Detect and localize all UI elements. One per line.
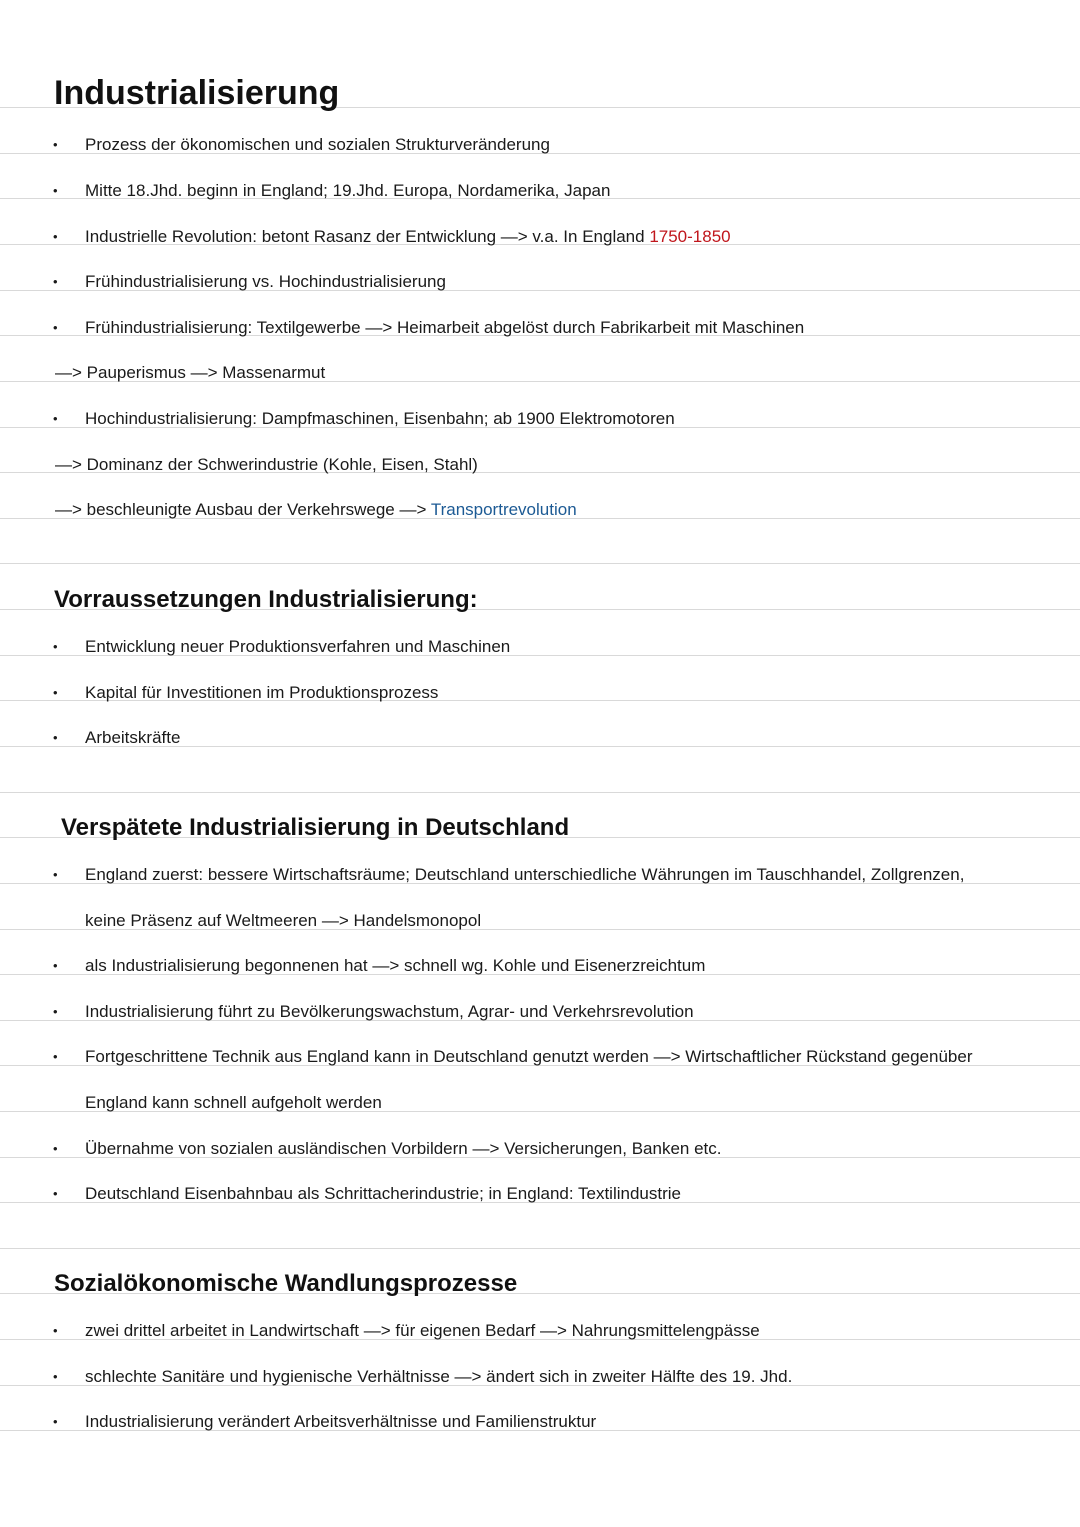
bullet-icon: • xyxy=(53,229,58,244)
arrow-item-text: —> Dominanz der Schwerindustrie (Kohle, Eisen, Stahl) xyxy=(55,455,478,474)
bullet-icon: • xyxy=(53,183,58,198)
page-title: Industrialisierung xyxy=(54,74,340,112)
list-item-text: Prozess der ökonomischen und sozialen Strukturveränderung xyxy=(85,135,550,154)
bullet-icon: • xyxy=(53,1141,58,1156)
arrow-item-text: —> Pauperismus —> Massenarmut xyxy=(55,363,326,382)
list-item-text: zwei drittel arbeitet in Landwirtschaft —> für eigenen Bedarf —> Nahrungsmittelengpässe xyxy=(85,1321,760,1340)
bullet-icon: • xyxy=(53,1049,58,1064)
list-item-text: schlechte Sanitäre und hygienische Verhältnisse —> ändert sich in zweiter Hälfte des 19. Jhd. xyxy=(85,1367,793,1386)
arrow-item-text-part: —> beschleunigte Ausbau der Verkehrswege —> xyxy=(55,500,431,519)
bullet-icon: • xyxy=(53,639,58,654)
list-item-text: Übernahme von sozialen ausländischen Vorbildern —> Versicherungen, Banken etc. xyxy=(85,1139,722,1158)
list-item-text: England kann schnell aufgeholt werden xyxy=(85,1093,382,1112)
bullet-icon: • xyxy=(53,1186,58,1201)
highlight-date-range: 1750-1850 xyxy=(649,227,731,246)
list-item-text: keine Präsenz auf Weltmeeren —> Handelsmonopol xyxy=(85,911,482,930)
bullet-icon: • xyxy=(53,274,58,289)
bullet-icon: • xyxy=(53,1369,58,1384)
list-item-text: Mitte 18.Jhd. beginn in England; 19.Jhd. Europa, Nordamerika, Japan xyxy=(85,181,611,200)
list-item-text: Kapital für Investitionen im Produktionsprozess xyxy=(85,683,439,702)
bullet-icon: • xyxy=(53,1004,58,1019)
list-item-text: Industrialisierung führt zu Bevölkerungswachstum, Agrar- und Verkehrsrevolution xyxy=(85,1002,694,1021)
list-item-text: Hochindustrialisierung: Dampfmaschinen, Eisenbahn; ab 1900 Elektromotoren xyxy=(85,409,675,428)
list-item-text: Arbeitskräfte xyxy=(85,728,181,747)
list-item-text: Entwicklung neuer Produktionsverfahren und Maschinen xyxy=(85,637,511,656)
list-item-text: Deutschland Eisenbahnbau als Schrittacherindustrie; in England: Textilindustrie xyxy=(85,1184,681,1203)
bullet-icon: • xyxy=(53,958,58,973)
list-item-text: Frühindustrialisierung: Textilgewerbe —> Heimarbeit abgelöst durch Fabrikarbeit mit Maschinen xyxy=(85,318,805,337)
bullet-icon: • xyxy=(53,1414,58,1429)
section-heading: Sozialökonomische Wandlungsprozesse xyxy=(54,1270,518,1297)
arrow-item-text xyxy=(55,499,577,521)
section-heading: Verspätete Industrialisierung in Deutschland xyxy=(61,814,570,841)
list-item-text: Industrialisierung verändert Arbeitsverhältnisse und Familienstruktur xyxy=(85,1412,597,1431)
bullet-icon: • xyxy=(53,320,58,335)
section-heading: Vorraussetzungen Industrialisierung: xyxy=(54,586,478,613)
list-item-text-part: Industrielle Revolution: betont Rasanz der Entwicklung —> v.a. In England xyxy=(85,227,650,246)
bullet-icon: • xyxy=(53,685,58,700)
highlight-term: Transportrevolution xyxy=(430,500,577,519)
list-item-text: als Industrialisierung begonnenen hat —> schnell wg. Kohle und Eisenerzreichtum xyxy=(85,956,706,975)
bullet-icon: • xyxy=(53,867,58,882)
list-item-text: Fortgeschrittene Technik aus England kann in Deutschland genutzt werden —> Wirtschaftlicher Rückstand gegenüber xyxy=(85,1047,973,1066)
bullet-icon: • xyxy=(53,137,58,152)
list-item-text xyxy=(85,226,731,248)
list-item-text: Frühindustrialisierung vs. Hochindustrialisierung xyxy=(85,272,446,291)
list-item-text: England zuerst: bessere Wirtschaftsräume; Deutschland unterschiedliche Währungen im Tauschhandel, Zollgrenzen, xyxy=(85,865,965,884)
bullet-icon: • xyxy=(53,730,58,745)
bullet-icon: • xyxy=(53,1323,58,1338)
bullet-icon: • xyxy=(53,411,58,426)
